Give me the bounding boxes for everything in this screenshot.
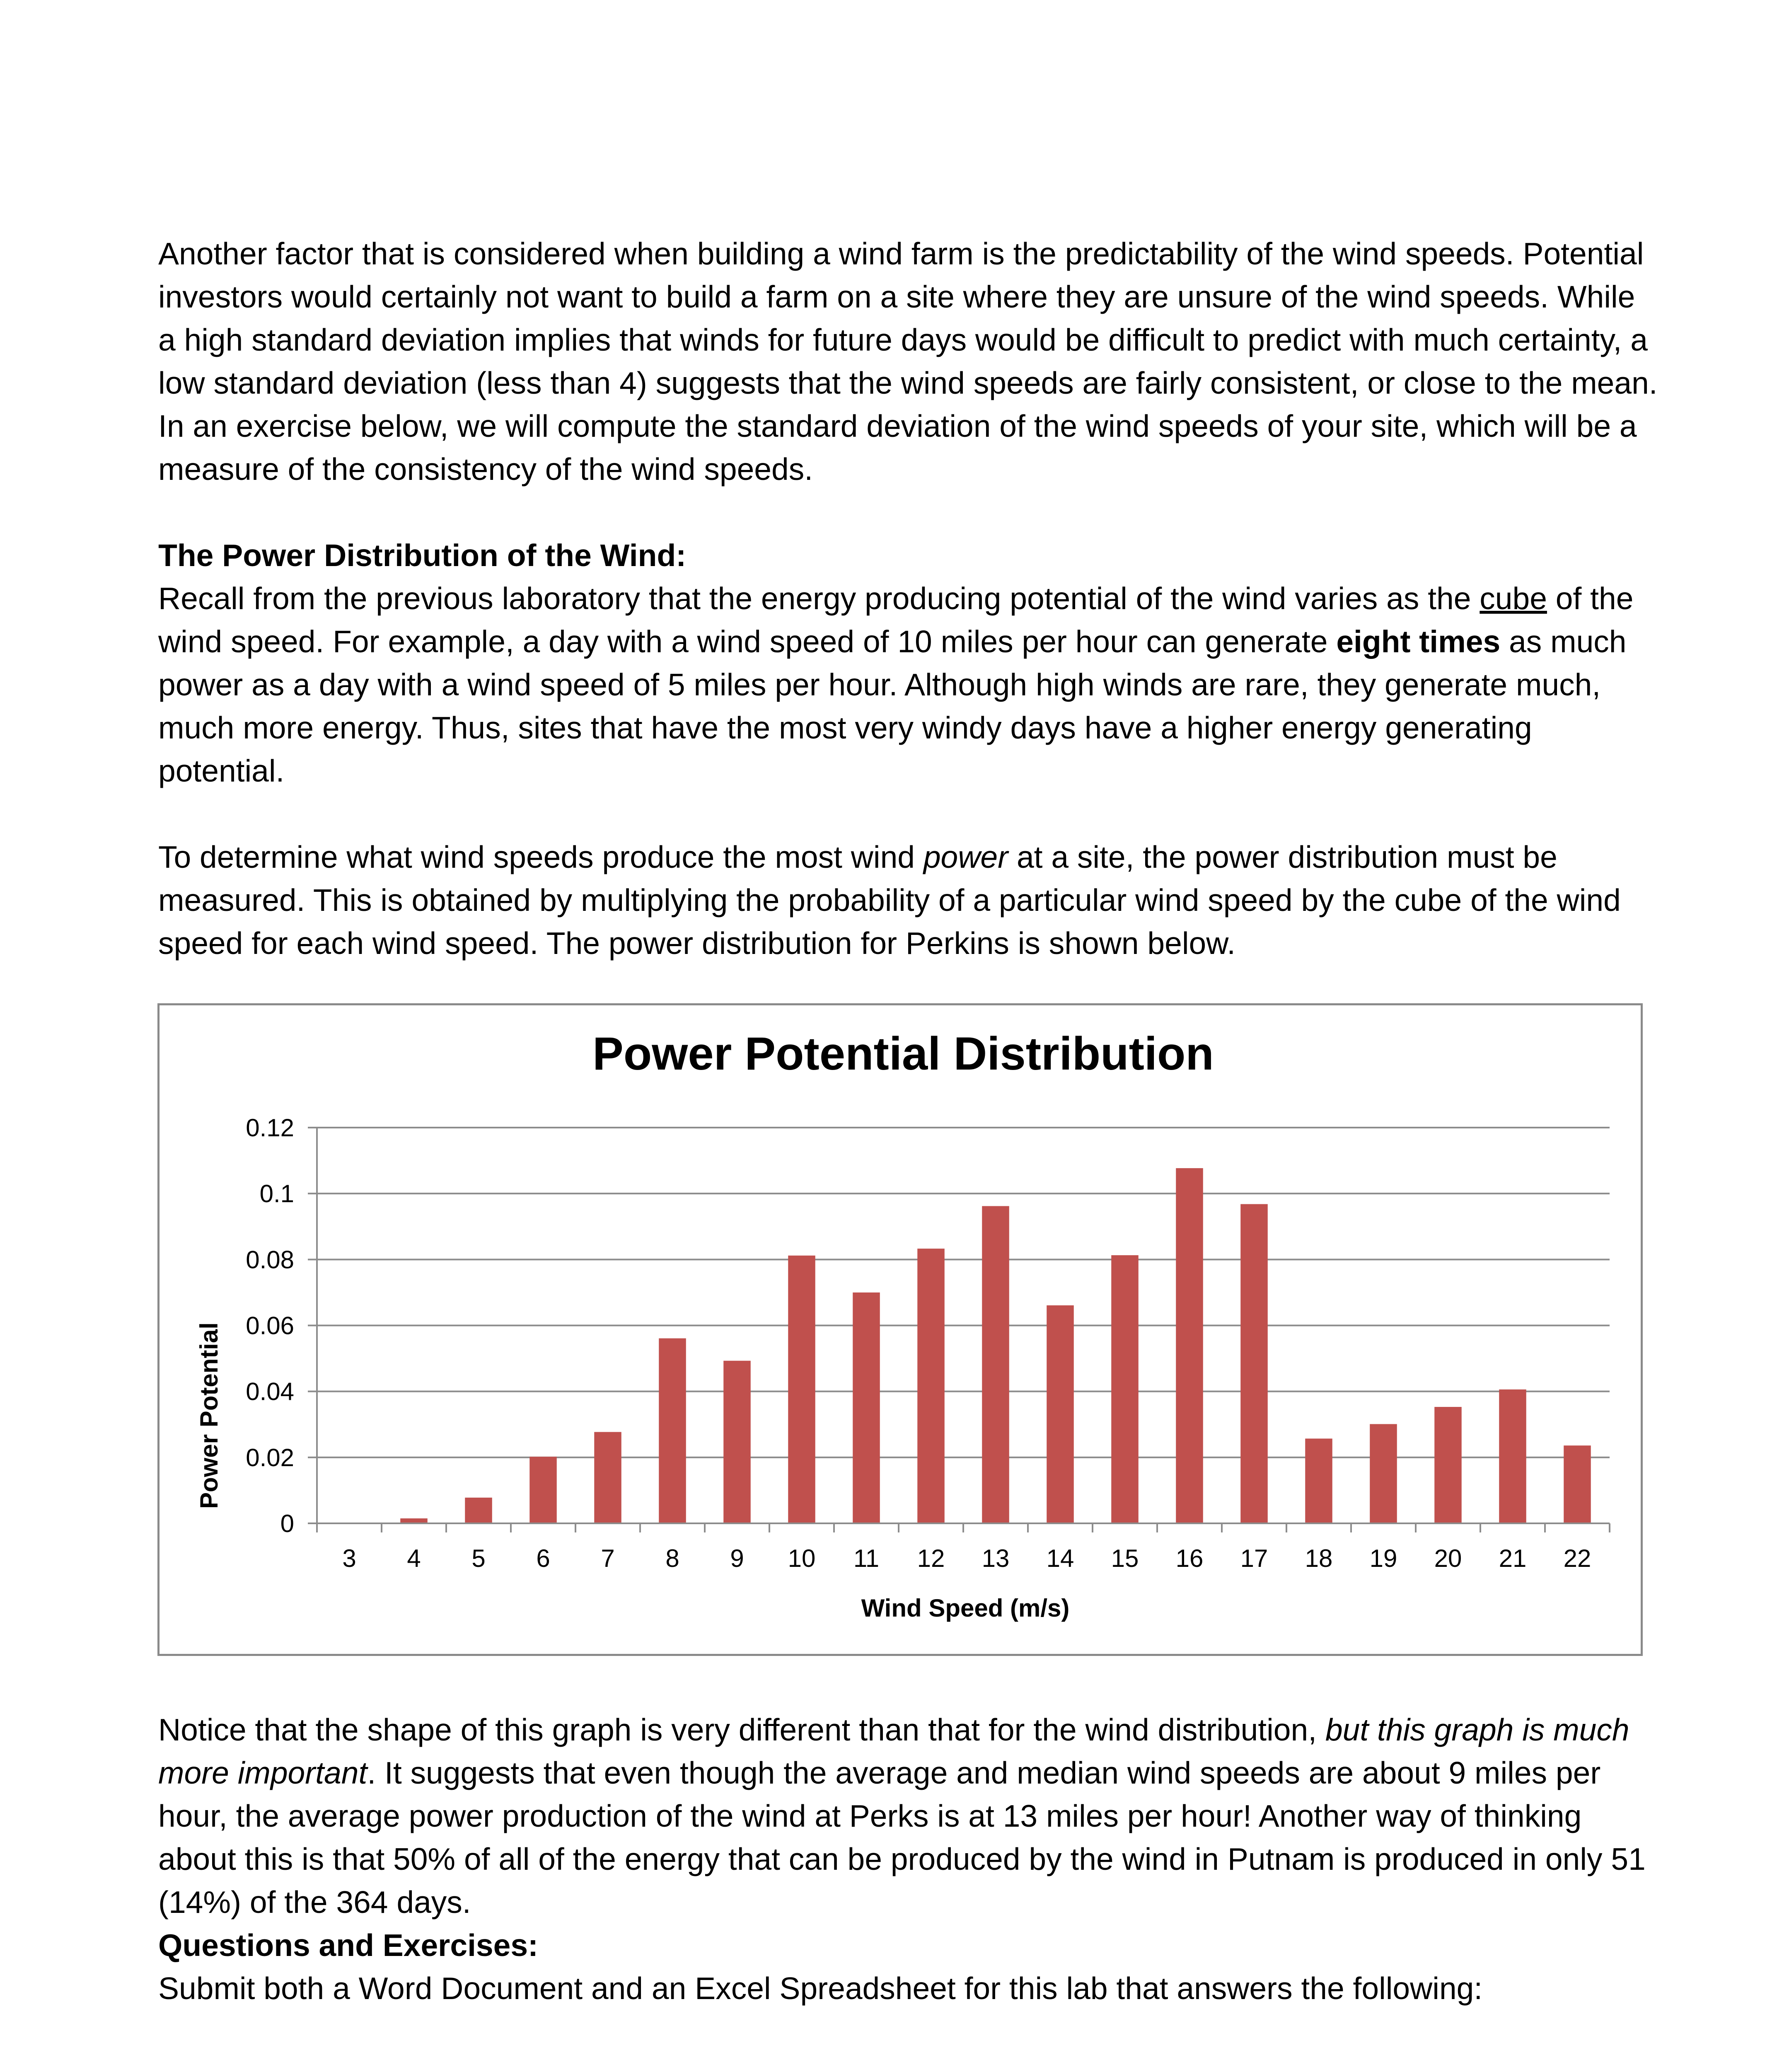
notice-text-a: Notice that the shape of this graph is very different than that for the wind distribution, <box>158 1712 1325 1747</box>
x-tick-label: 6 <box>536 1544 550 1572</box>
y-tick-label: 0.04 <box>246 1377 294 1406</box>
recall-text-b: of the wind speed. For example, a day with a wind speed of 10 miles per hour can generate <box>158 581 1634 659</box>
power-potential-chart <box>160 1005 1641 1654</box>
determine-text-a: To determine what wind speeds produce the most wind <box>158 840 924 874</box>
x-tick-label: 13 <box>982 1544 1010 1572</box>
recall-text-c: as much power as a day with a wind speed of 5 miles per hour. Although high winds are rare, they generate much, much more energy. Thus, sites that have the most very windy days have a higher energy generating potential. <box>158 624 1627 788</box>
x-axis-title: Wind Speed (m/s) <box>861 1594 1070 1622</box>
notice-text-b: . It suggests that even though the average and median wind speeds are about 9 miles per hour, the average power production of the wind at Perks is at 13 miles per hour! Another way of thinking about this is that 50% of all of the energy that can be produced by the wind in Putnam is produced in only 51 (14%) of the 364 days. <box>158 1755 1646 1920</box>
paragraph-notice <box>158 1708 1658 2010</box>
x-tick-label: 20 <box>1434 1544 1462 1572</box>
submit-instructions: Submit both a Word Document and an Excel Spreadsheet for this lab that answers the following: <box>158 1971 1483 2006</box>
bar-9 <box>723 1361 751 1523</box>
bar-13 <box>982 1206 1009 1523</box>
x-tick-label: 5 <box>471 1544 486 1572</box>
bar-7 <box>594 1432 621 1523</box>
bar-14 <box>1047 1305 1074 1523</box>
x-tick-label: 7 <box>601 1544 615 1572</box>
axes-layer <box>308 1128 1610 1532</box>
notice-italic-text: but this graph is much more important <box>158 1712 1629 1790</box>
bars-layer <box>400 1168 1591 1523</box>
x-tick-label: 11 <box>853 1544 880 1572</box>
paragraph-determine <box>158 835 1658 965</box>
bar-22 <box>1564 1445 1591 1523</box>
x-tick-label: 3 <box>342 1544 356 1572</box>
recall-text-a: Recall from the previous laboratory that the energy producing potential of the wind varies as the <box>158 581 1480 616</box>
y-tick-label: 0.08 <box>246 1246 294 1274</box>
predictability-text: Another factor that is considered when building a wind farm is the predictability of the wind speeds. Potential investors would certainly not want to build a farm on a site where they are unsure of the wind speeds. While a high standard deviation implies that winds for future days would be difficult to predict with much certainty, a low standard deviation (less than 4) suggests that the wind speeds are fairly consistent, or close to the mean. In an exercise below, we will compute the standard deviation of the wind speeds of your site, which will be a measure of the consistency of the wind speeds. <box>158 236 1658 487</box>
bar-8 <box>659 1339 686 1523</box>
x-tick-label: 8 <box>665 1544 679 1572</box>
y-tick-label: 0.1 <box>259 1180 294 1208</box>
bar-11 <box>853 1293 880 1523</box>
x-tick-label: 14 <box>1046 1544 1074 1572</box>
determine-power-italic: power <box>923 840 1008 874</box>
bar-17 <box>1240 1204 1268 1523</box>
x-tick-label: 17 <box>1240 1544 1268 1572</box>
x-tick-label: 12 <box>917 1544 945 1572</box>
bar-18 <box>1305 1438 1332 1523</box>
x-tick-label: 18 <box>1305 1544 1333 1572</box>
recall-eight-times-bold: eight times <box>1336 624 1501 659</box>
x-tick-label: 16 <box>1175 1544 1204 1572</box>
bar-19 <box>1370 1424 1397 1523</box>
recall-cube-underlined: cube <box>1480 581 1547 616</box>
y-tick-label: 0.06 <box>246 1312 294 1340</box>
section-heading-questions: Questions and Exercises: <box>158 1928 539 1963</box>
y-axis-title: Power Potential <box>195 1322 223 1509</box>
bar-16 <box>1176 1168 1203 1523</box>
x-tick-label: 4 <box>407 1544 421 1572</box>
y-tick-label: 0.12 <box>246 1114 294 1142</box>
x-tick-label: 22 <box>1563 1544 1591 1572</box>
section-heading-power-distribution: The Power Distribution of the Wind: <box>158 538 687 573</box>
chart-title: Power Potential Distribution <box>592 1028 1214 1080</box>
bar-5 <box>465 1498 492 1523</box>
chart-frame <box>157 1003 1643 1656</box>
bar-10 <box>788 1256 815 1523</box>
paragraph-power-distribution <box>158 534 1658 792</box>
bar-21 <box>1499 1389 1526 1523</box>
bar-6 <box>529 1457 557 1523</box>
grid-layer <box>317 1128 1610 1457</box>
paragraph-predictability <box>158 232 1658 491</box>
bar-20 <box>1434 1407 1462 1523</box>
y-tick-label: 0 <box>280 1510 294 1537</box>
bar-15 <box>1111 1255 1139 1523</box>
x-tick-label: 9 <box>730 1544 744 1572</box>
y-tick-label: 0.02 <box>246 1443 294 1472</box>
x-tick-label: 10 <box>788 1544 816 1572</box>
x-tick-label: 15 <box>1111 1544 1139 1572</box>
x-tick-label: 19 <box>1369 1544 1397 1572</box>
x-tick-label: 21 <box>1499 1544 1527 1572</box>
bar-12 <box>917 1249 945 1523</box>
determine-text-b: at a site, the power distribution must be measured. This is obtained by multiplying the probability of a particular wind speed by the cube of the wind speed for each wind speed. The power distribution for Perkins is shown below. <box>158 840 1621 961</box>
